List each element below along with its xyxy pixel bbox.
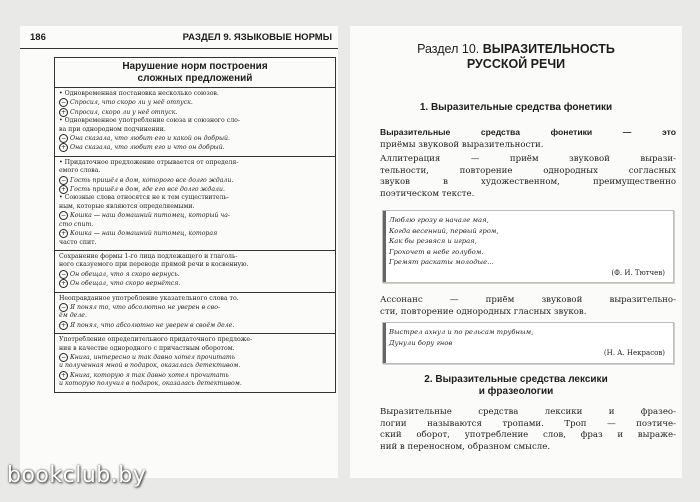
subheading-line: и фразеологии	[478, 386, 554, 397]
rule-line	[59, 261, 331, 269]
rule-line	[59, 362, 331, 370]
minus-circle-icon: −	[60, 99, 67, 107]
line-text: Он обещал, что я скоро вернусь.	[70, 270, 180, 278]
example-line	[59, 321, 331, 330]
line-text: Книга, которую я так давно хотел прочитать	[70, 371, 229, 379]
text-line	[380, 127, 676, 140]
table-cell	[55, 157, 335, 251]
line-text: Я понял, что абсолютно не уверен в своём деле.	[70, 321, 235, 329]
example-line	[59, 371, 331, 380]
text-line: сти, повторение однородных гласных звуков.	[380, 306, 587, 317]
line-text: сто спит.	[59, 220, 94, 228]
text-line: тельности, повторение однородных согласных	[380, 165, 676, 176]
line-text: и полученная мной в подарок, оказалась детективом.	[59, 362, 241, 370]
example-line	[59, 98, 331, 107]
line-text: часто спит.	[59, 238, 97, 246]
subheading-phonetics: 1. Выразительные средства фонетики	[419, 102, 613, 113]
line-text: Она сказала, что любит его и какой он добрый.	[70, 135, 231, 143]
line-text: Книга, интересно и так давно хотел прочитать	[70, 353, 236, 361]
line-text: Гость пришёл в дом, где его все долго ждали.	[70, 186, 225, 194]
example-line	[59, 108, 331, 117]
line-text: Одновременное употребление союза и союзного сло-	[64, 117, 240, 125]
poem-line: Когда весенний, первый гром,	[389, 226, 499, 235]
subheading-lexis	[350, 374, 682, 398]
minus-circle-icon: −	[60, 176, 67, 184]
text-line: ский оборот, употребление слов, фраз и выраже-	[380, 430, 676, 441]
table-title-line: Нарушение норм построения	[122, 61, 268, 72]
poem-quote-nekrasov	[382, 322, 674, 364]
minus-circle-icon: −	[60, 135, 67, 143]
line-text: Неоправданное употребление указательного слова то.	[59, 294, 239, 302]
left-page	[20, 26, 338, 478]
section-heading-line2	[350, 57, 682, 72]
poem-line: Грохочет в небе голубом.	[389, 247, 484, 256]
rule-line	[59, 203, 331, 211]
line-text: и которую получил в подарок, оказалась детективом.	[59, 380, 242, 388]
line-text: ва при однородном подчинении.	[59, 125, 166, 133]
rule-line	[59, 312, 331, 320]
plus-circle-icon: +	[60, 371, 67, 379]
section-heading	[350, 42, 682, 57]
rule-line	[59, 194, 331, 202]
example-line	[59, 185, 331, 194]
table-cell	[55, 251, 335, 293]
line-text: Одновременная постановка несколько союзов.	[64, 90, 219, 97]
line-text: Я понял то, что абсолютно не уверен в сво-	[70, 303, 221, 311]
quote-bar	[383, 323, 386, 363]
header-rule	[20, 48, 338, 49]
table-body	[55, 88, 335, 392]
minus-circle-icon: −	[60, 353, 67, 361]
page-number: 186	[30, 32, 46, 43]
watermark: bookclub.by	[7, 463, 147, 488]
minus-circle-icon: −	[60, 303, 67, 311]
line-text: Употребление определительного придаточного предложе-	[59, 336, 253, 344]
text-line: поэтическом тексте.	[380, 188, 475, 199]
poem-author: (Н. А. Некрасов)	[603, 349, 665, 357]
section-prefix: Раздел 10.	[417, 42, 480, 56]
line-text: Сохранение формы 1-го лица подлежащего и глаголь-	[59, 252, 238, 260]
quote-bar	[383, 211, 386, 282]
plus-circle-icon: +	[60, 280, 67, 288]
rule-line	[59, 117, 331, 125]
text-line: звуков в художественном, преимущественно	[380, 177, 676, 188]
text-line: ний в переносном, образном смысле.	[380, 441, 551, 452]
table-cell	[55, 88, 335, 157]
text-line: логии называются тропами. Троп — поэтиче-	[380, 418, 676, 429]
poem-quote-tyutchev	[382, 210, 674, 283]
poem-line: Люблю грозу в начале мая,	[389, 216, 489, 224]
table-cell	[55, 334, 335, 391]
running-head: РАЗДЕЛ 9. ЯЗЫКОВЫЕ НОРМЫ	[182, 32, 332, 43]
minus-circle-icon: −	[60, 212, 67, 220]
rule-line	[59, 126, 331, 134]
poem-author: (Ф. И. Тютчев)	[611, 268, 665, 277]
line-text: Кошка — наш домашний питомец, которая	[70, 230, 218, 238]
rule-line	[59, 345, 331, 353]
line-text: Придаточное предложение отрывается от определя-	[64, 158, 239, 166]
example-line	[59, 134, 331, 143]
line-text: емого слова.	[59, 167, 101, 175]
plus-circle-icon: +	[60, 186, 67, 194]
text-line: Ассонанс — приём звуковой выразительно-	[380, 295, 676, 305]
poem-line: Выстрел ахнул и по рельсам трубным,	[389, 328, 534, 336]
paragraph-tropes	[380, 407, 676, 453]
term-text: Выразительные средства фонетики — это	[380, 127, 676, 137]
right-page	[350, 26, 682, 478]
rule-line	[59, 380, 331, 388]
rule-line	[59, 239, 331, 247]
line-text: ным, которые являются определяемыми.	[59, 202, 195, 210]
paragraph-assonance	[380, 295, 676, 318]
line-text: ём деле.	[59, 312, 87, 320]
section-title-2: РУССКОЙ РЕЧИ	[466, 57, 566, 71]
text-line: Выразительные средства лексики и фразео-	[380, 407, 676, 417]
poem-line: Дунули бору гнов	[389, 338, 453, 347]
table-cell	[55, 293, 335, 335]
example-line	[59, 143, 331, 152]
poem-line: Гремят раскаты молодые...	[389, 258, 494, 266]
paragraph-phonetics	[380, 127, 676, 151]
plus-circle-icon: +	[60, 108, 67, 116]
table-title-line: сложных предложений	[137, 73, 253, 84]
line-text: Спросил, скоро ли у неё отпуск.	[70, 108, 178, 116]
plus-circle-icon: +	[60, 144, 67, 152]
line-text: Кошка — наш домашний питомец, который ча-	[70, 212, 231, 220]
line-text: Она сказала, что любит его и что он добрый.	[70, 144, 225, 152]
line-text: ния в качестве однородного с причастным оборотом.	[59, 344, 235, 352]
rule-line	[59, 336, 331, 344]
text-line: Аллитерация — приём звуковой вырази-	[380, 154, 676, 164]
example-line	[59, 353, 331, 362]
line-text: Спросил, что скоро ли у неё отпуск.	[70, 99, 193, 107]
example-line	[59, 211, 331, 220]
paragraph-alliteration	[380, 154, 676, 200]
text-line: приёмы звуковой выразительности.	[380, 139, 544, 150]
rule-line	[59, 295, 331, 303]
norms-table	[54, 57, 336, 393]
plus-circle-icon: +	[60, 230, 67, 238]
poem-line: Как бы резвяся и играя,	[389, 237, 477, 245]
minus-circle-icon: −	[60, 270, 67, 278]
line-text: Он обещал, что скоро вернётся.	[70, 280, 181, 288]
example-line	[59, 270, 331, 279]
rule-line	[59, 253, 331, 261]
line-text: Союзные слова относятся не к тем существитель-	[64, 194, 229, 202]
example-line	[59, 279, 331, 288]
example-line	[59, 229, 331, 238]
plus-circle-icon: +	[60, 321, 67, 329]
example-line	[59, 303, 331, 312]
line-text: ного сказуемого при переводе прямой речи в косвенную.	[59, 261, 249, 269]
rule-line	[59, 90, 331, 98]
section-title-1: ВЫРАЗИТЕЛЬНОСТЬ	[482, 42, 615, 56]
example-line	[59, 176, 331, 185]
table-title	[55, 58, 335, 88]
subheading-line: 2. Выразительные средства лексики	[424, 374, 608, 385]
line-text: Гость пришёл в дом, которого все долго ждали.	[70, 176, 234, 184]
rule-line	[59, 167, 331, 175]
rule-line	[59, 221, 331, 229]
rule-line	[59, 159, 331, 167]
